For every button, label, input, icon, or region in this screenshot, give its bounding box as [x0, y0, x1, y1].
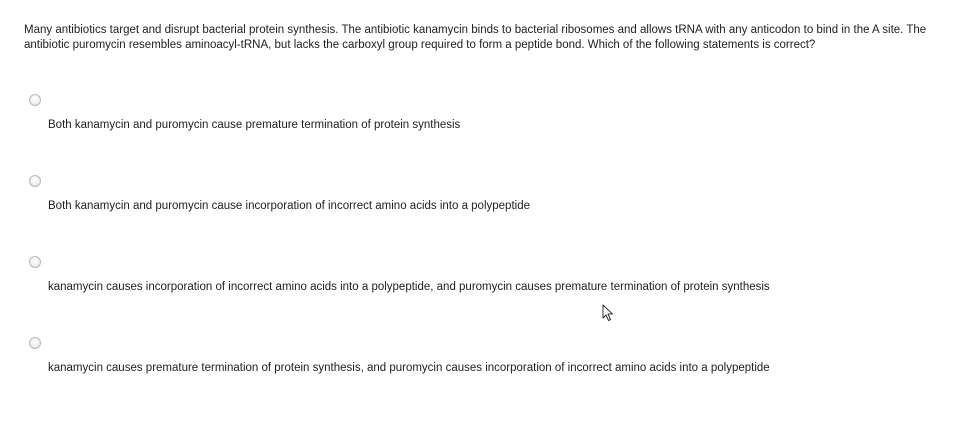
answer-option-2[interactable] — [0, 174, 955, 234]
option-3-label[interactable]: kanamycin causes incorporation of incorrect amino acids into a polypeptide, and puromycin causes premature termination of protein synthesis — [48, 281, 770, 293]
answer-option-3[interactable] — [0, 255, 955, 315]
radio-button-option-2[interactable] — [29, 175, 41, 187]
option-2-label[interactable]: Both kanamycin and puromycin cause incorporation of incorrect amino acids into a polypeptide — [48, 200, 530, 212]
radio-button-option-1[interactable] — [29, 94, 41, 106]
question-text: Many antibiotics target and disrupt bacterial protein synthesis. The antibiotic kanamycin binds to bacterial ribosomes and allows tRNA with any anticodon to bind in the A site. The antibiotic puromycin resembles aminoacyl-tRNA, but lacks the carboxyl group required to form a peptide bond. Which of the following statements is correct? — [24, 24, 927, 51]
radio-button-option-4[interactable] — [29, 337, 41, 349]
answer-option-1[interactable] — [0, 93, 955, 153]
answer-option-4[interactable] — [0, 336, 955, 396]
option-4-label[interactable]: kanamycin causes premature termination of protein synthesis, and puromycin causes incorporation of incorrect amino acids into a polypeptide — [48, 362, 770, 374]
mouse-pointer-icon — [602, 304, 614, 322]
option-1-label[interactable]: Both kanamycin and puromycin cause premature termination of protein synthesis — [48, 119, 461, 131]
radio-button-option-3[interactable] — [29, 256, 41, 268]
